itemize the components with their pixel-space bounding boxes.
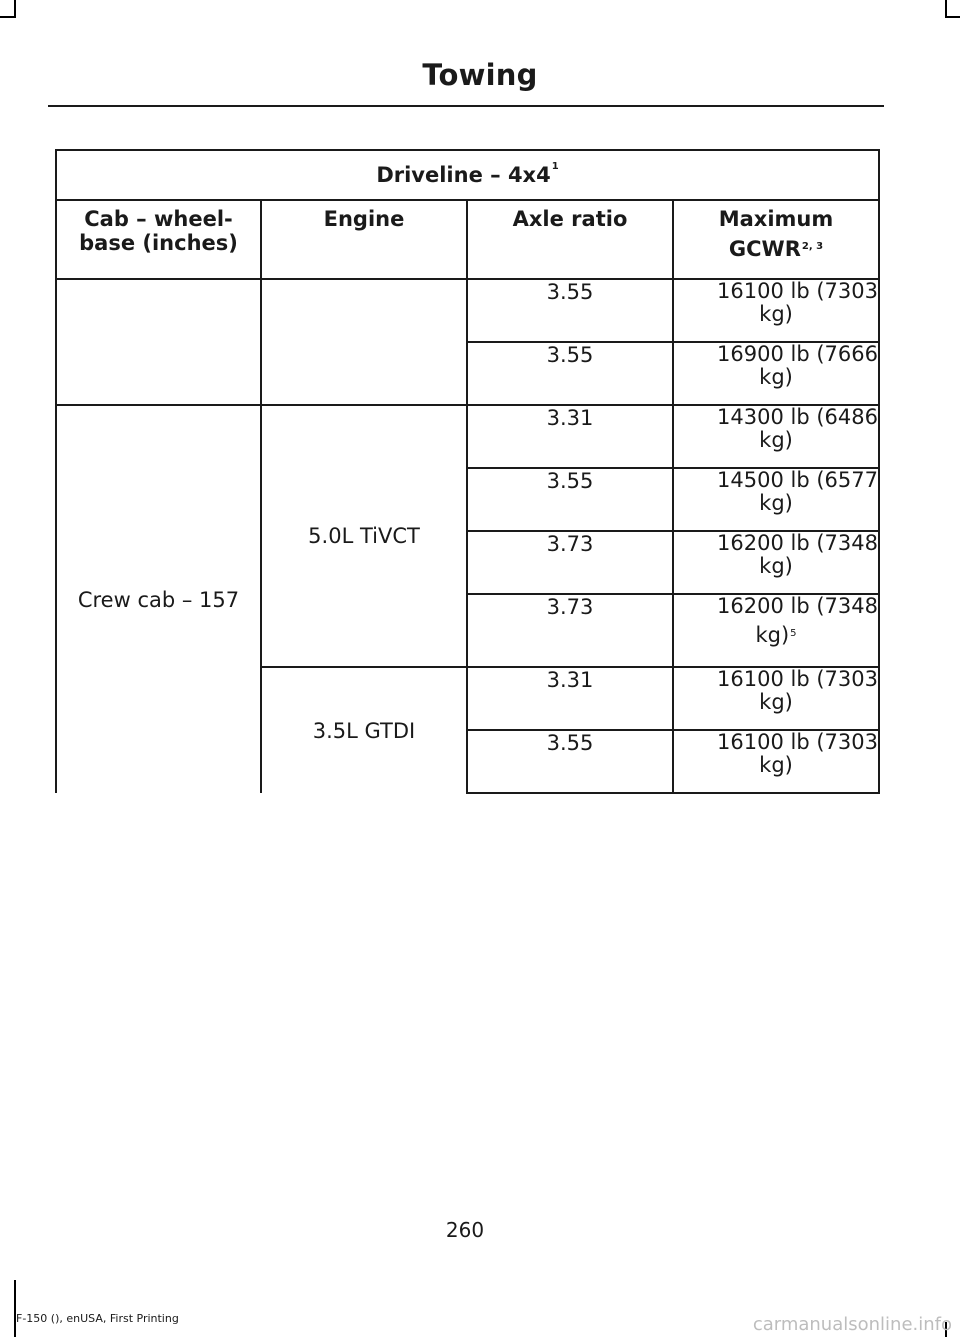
gcwr-value: 16100 lb (7303 — [717, 730, 878, 754]
crop-mark — [945, 16, 960, 18]
gcwr-unit: kg) — [759, 365, 793, 389]
gcwr-unit: kg) — [759, 753, 793, 777]
engine-cell: 5.0L TiVCT — [261, 405, 467, 667]
crop-mark — [14, 1280, 16, 1337]
gcwr-unit: kg) — [759, 428, 793, 452]
table-row — [56, 405, 879, 468]
gcwr-unit: kg) — [759, 302, 793, 326]
gcwr-value: 16900 lb (7666 — [717, 342, 878, 366]
caption-footnote: 1 — [551, 161, 559, 172]
gcwr-unit: kg) — [759, 690, 793, 714]
axle-ratio-cell: 3.73 — [467, 531, 673, 594]
header-cab: Cab – wheel-base (inches) — [56, 200, 261, 279]
gcwr-value: 16100 lb (7303 — [717, 667, 878, 691]
gcwr-unit-with-note — [674, 624, 878, 647]
axle-ratio-cell: 3.55 — [467, 342, 673, 405]
axle-ratio-cell: 3.55 — [467, 730, 673, 793]
header-gcwr-line1: Maximum — [718, 207, 834, 231]
cab-cell-blank — [56, 279, 261, 405]
axle-ratio-cell: 3.31 — [467, 405, 673, 468]
header-gcwr — [673, 200, 879, 279]
gcwr-cell — [673, 594, 879, 667]
gcwr-value: 16200 lb (7348 — [717, 594, 878, 618]
axle-ratio-cell: 3.31 — [467, 667, 673, 730]
watermark: carmanualsonline.info — [752, 1314, 952, 1335]
table-row — [56, 279, 879, 342]
gcwr-cell — [673, 279, 879, 342]
header-gcwr-footnote: 2, 3 — [801, 241, 824, 252]
gcwr-footnote: 5 — [790, 628, 797, 639]
engine-cell-blank — [261, 279, 467, 405]
gcwr-cell — [673, 468, 879, 531]
gcwr-cell — [673, 405, 879, 468]
gcwr-cell — [673, 531, 879, 594]
gcwr-unit: kg) — [759, 554, 793, 578]
table-caption — [56, 150, 879, 200]
axle-ratio-cell: 3.73 — [467, 594, 673, 667]
page-number: 260 — [445, 1218, 485, 1242]
gcwr-value: 16100 lb (7303 — [717, 279, 878, 303]
gcwr-value: 14300 lb (6486 — [717, 405, 878, 429]
axle-ratio-cell: 3.55 — [467, 468, 673, 531]
gcwr-cell — [673, 730, 879, 793]
footer-text: F-150 (), enUSA, First Printing — [16, 1312, 179, 1325]
section-title: Towing — [422, 58, 538, 92]
engine-cell: 3.5L GTDI — [261, 667, 467, 793]
title-divider — [48, 105, 884, 107]
crop-mark — [0, 16, 16, 18]
header-axle: Axle ratio — [467, 200, 673, 279]
gcwr-cell — [673, 667, 879, 730]
towing-table — [55, 149, 880, 794]
header-gcwr-line2: GCWR — [728, 237, 801, 261]
gcwr-cell — [673, 342, 879, 405]
header-engine: Engine — [261, 200, 467, 279]
gcwr-unit: kg) — [759, 491, 793, 515]
gcwr-value: 16200 lb (7348 — [717, 531, 878, 555]
gcwr-value: 14500 lb (6577 — [717, 468, 878, 492]
cab-cell: Crew cab – 157 — [56, 405, 261, 793]
gcwr-unit: kg) — [755, 623, 790, 647]
axle-ratio-cell: 3.55 — [467, 279, 673, 342]
caption-text: Driveline – 4x4 — [376, 163, 551, 187]
